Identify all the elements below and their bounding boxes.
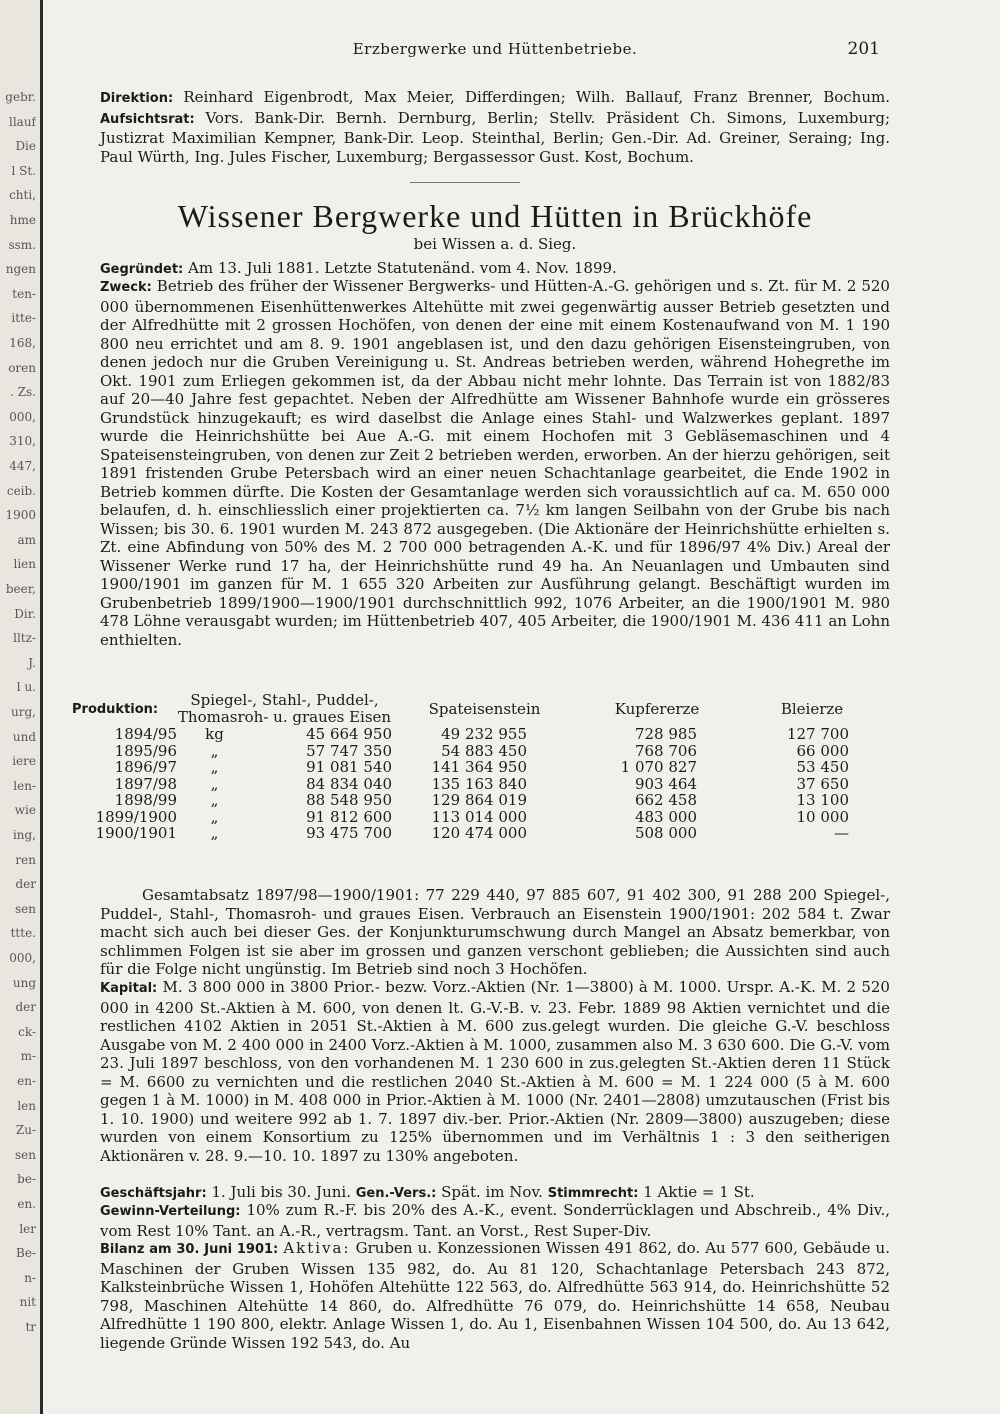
gutter-fragment: ck- bbox=[18, 1025, 36, 1039]
aufsichtsrat-label: Aufsichtsrat: bbox=[100, 111, 195, 127]
gutter-fragment: m- bbox=[20, 1049, 36, 1063]
gutter-fragment: ngen bbox=[5, 262, 36, 276]
gutter-fragment: J. bbox=[28, 656, 36, 670]
zweck-section bbox=[100, 277, 890, 649]
gutter-fragment: Be- bbox=[16, 1246, 36, 1260]
gutter-fragment: Zu- bbox=[15, 1123, 36, 1137]
unit-cell: „ bbox=[210, 758, 219, 776]
gutter-fragment: chti, bbox=[9, 188, 36, 202]
bleierze-cell: 13 100 bbox=[796, 791, 849, 809]
gutter-fragment: ttte. bbox=[10, 926, 36, 940]
geschaeftsjahr-label: Geschäftsjahr: bbox=[100, 1186, 207, 1201]
running-head bbox=[100, 40, 890, 60]
eisen-cell: 91 812 600 bbox=[306, 807, 392, 826]
stimmrecht-text: 1 Aktie = 1 St. bbox=[643, 1183, 755, 1201]
gutter-fragment: ssm. bbox=[8, 238, 36, 252]
year-cell: 1898/99 bbox=[114, 791, 177, 809]
produktion-label: Produktion: bbox=[72, 701, 159, 717]
gutter-fragment: en. bbox=[17, 1197, 36, 1211]
eisen-cell: 88 548 950 bbox=[306, 791, 392, 809]
bleierze-cell: — bbox=[834, 824, 849, 842]
produktion-row bbox=[72, 776, 887, 793]
gutter-fragment: len bbox=[17, 1099, 36, 1113]
gutter-fragment: sen bbox=[15, 1148, 36, 1162]
company-subtitle: bei Wissen a. d. Sieg. bbox=[413, 235, 577, 253]
kupfererze-cell: 728 985 bbox=[634, 725, 697, 743]
gen-vers-text: Spät. im Nov. bbox=[441, 1183, 543, 1201]
bleierze-cell: 66 000 bbox=[796, 741, 849, 760]
year-cell: 1899/1900 bbox=[95, 807, 177, 826]
gutter-fragment: nit bbox=[19, 1295, 36, 1309]
bleierze-cell: 53 450 bbox=[796, 758, 849, 776]
kapital-text: M. 3 800 000 in 3800 Prior.- bezw. Vorz.-Aktien (Nr. 1—3800) à M. 1000. Urspr. A.-K. M. 2 520 000 in 4200 St.-Aktien à M. 600, von denen lt. G.-V.-B. v. 23. Febr. 1889 98 Aktien vernichtet und die restlichen 4102 Aktien in 2051 St.-Aktien à M. 600 zus.gelegt wurden. Die gleiche G.-V. beschloss Ausgabe von M. 2 400 000 in 2400 Vorz.-Aktien à M. 1000, zusammen also M. 3 630 600. Die G.-V. vom 23. Juli 1897 beschloss, von den vorhandenen M. 1 230 600 in zus.gelegten St.-Aktien deren 11 Stück = M. 6600 zu vernichten und die restlichen 2040 St.-Aktien à M. 600 = M. 1 224 000 (5 à M. 600 gegen 1 à M. 1000) in M. 408 000 in Prior.-Aktien à M. 1000 (Nr. 2401—2808) umzutauschen (Frist bis 1. 10. 1900) und weitere 992 ab 1. 7. 1897 div.-ber. Prior.-Aktien (Nr. 2809—3800) auszugeben; diese wurden von einem Konsortium zu 125% übernommen und im Verhältnis 1 : 3 den seitherigen Aktionären v. 28. 9.—10. 10. 1897 zu 130% angeboten. bbox=[100, 978, 890, 1165]
unit-cell: „ bbox=[210, 774, 219, 793]
gutter-fragment: der bbox=[15, 877, 36, 891]
bleierze-cell: 127 700 bbox=[786, 725, 849, 743]
col-kupfererze-header: Kupfererze bbox=[614, 699, 700, 718]
gesamtabsatz-section bbox=[100, 886, 890, 979]
kupfererze-cell: 483 000 bbox=[634, 807, 697, 826]
gutter-fragment: lien bbox=[13, 557, 36, 571]
geschaeftsjahr-text: 1. Juli bis 30. Juni. bbox=[211, 1183, 351, 1201]
unit-cell: kg bbox=[205, 725, 224, 743]
produktion-row bbox=[72, 825, 887, 842]
eisen-cell: 91 081 540 bbox=[306, 758, 392, 776]
gutter-fragment: ler bbox=[19, 1222, 36, 1236]
gutter-fragment: am bbox=[17, 533, 36, 547]
zweck-label: Zweck: bbox=[100, 280, 152, 295]
spateisenstein-cell: 120 474 000 bbox=[431, 824, 527, 842]
gutter-fragment: 310, bbox=[9, 434, 36, 448]
gutter-fragment: en- bbox=[17, 1074, 36, 1088]
produktion-row bbox=[72, 726, 887, 743]
company-title: Wissener Bergwerke und Hütten in Brückhöfe bbox=[177, 198, 813, 234]
kupfererze-cell: 662 458 bbox=[634, 791, 697, 809]
gutter-fragment: ren bbox=[15, 853, 36, 867]
spateisenstein-cell: 135 163 840 bbox=[431, 774, 527, 793]
gutter-fragment: lltz- bbox=[13, 631, 36, 645]
gutter-fragment: 000, bbox=[9, 951, 36, 965]
produktion-row bbox=[72, 792, 887, 809]
gutter-fragment: len- bbox=[13, 779, 36, 793]
unit-cell: „ bbox=[210, 824, 219, 842]
col-eisen-header: Spiegel-, Stahl-, Puddel-, Thomasroh- u. graues Eisen bbox=[177, 691, 392, 726]
year-cell: 1895/96 bbox=[114, 741, 177, 760]
gutter-fragment: sen bbox=[15, 902, 36, 916]
eisen-cell: 45 664 950 bbox=[306, 725, 392, 743]
gutter-fragment: 000, bbox=[9, 410, 36, 424]
gutter-fragment: und bbox=[12, 730, 36, 744]
previous-entry-board bbox=[100, 88, 890, 166]
gutter-fragment: ceib. bbox=[6, 484, 36, 498]
produktion-table bbox=[72, 692, 887, 842]
col-spateisenstein-header: Spateisenstein bbox=[428, 699, 541, 718]
year-cell: 1897/98 bbox=[114, 774, 177, 793]
gutter-fragment: urg, bbox=[11, 705, 36, 719]
gewinn-verteilung-text: 10% zum R.-F. bis 20% des A.-K., event. Sonderrücklagen und Abschreib., 4% Div., vom Rest 10% Tant. an A.-R., vertragsm. Tant. an Vorst., Rest Super-Div. bbox=[100, 1201, 890, 1240]
kupfererze-cell: 903 464 bbox=[634, 774, 697, 793]
gutter-fragment: gebr. bbox=[5, 90, 36, 104]
gutter-fragment: 168, bbox=[9, 336, 36, 350]
gutter-fragment: itte- bbox=[11, 311, 36, 325]
gegruendet-text: Am 13. Juli 1881. Letzte Statutenänd. vom 4. Nov. 1899. bbox=[188, 259, 617, 277]
kupfererze-cell: 1 070 827 bbox=[620, 758, 697, 776]
year-cell: 1894/95 bbox=[114, 725, 177, 743]
gegruendet-label: Gegründet: bbox=[100, 262, 184, 277]
eisen-cell: 57 747 350 bbox=[306, 741, 392, 760]
gewinn-verteilung-label: Gewinn-Verteilung: bbox=[100, 1204, 241, 1219]
kapital-section bbox=[100, 978, 890, 1165]
spateisenstein-cell: 49 232 955 bbox=[441, 725, 527, 743]
bilanz-text: Gruben u. Konzessionen Wissen 491 862, do. Au 577 600, Gebäude u. Maschinen der Gruben Wissen 135 982, do. Au 81 120, Schachtanlage Petersbach 243 872, Kalksteinbrüche Wissen 1, Hohöfen Altehütte 122 563, do. Alfredhütte 563 914, do. Heinrichshütte 52 798, Maschinen Altehütte 14 860, do. Alfredhütte 76 079, do. Heinrichshütte 14 658, Neubau Alfredhütte 1 190 800, elektr. Anlage Wissen 1, do. Au 1, Eisenbahnen Wissen 104 500, do. Au 13 642, liegende Gründe Wissen 192 543, do. Au bbox=[100, 1239, 890, 1352]
gutter-fragment: Die bbox=[15, 139, 36, 153]
spateisenstein-cell: 54 883 450 bbox=[441, 741, 527, 760]
spateisenstein-cell: 113 014 000 bbox=[431, 807, 527, 826]
spateisenstein-cell: 141 364 950 bbox=[431, 758, 527, 776]
gutter-fragment: tr bbox=[25, 1320, 36, 1334]
year-cell: 1900/1901 bbox=[95, 824, 177, 842]
produktion-section bbox=[72, 692, 892, 842]
gutter-fragment: 447, bbox=[9, 459, 36, 473]
eisen-cell: 84 834 040 bbox=[306, 774, 392, 793]
gutter-fragment: l St. bbox=[11, 164, 36, 178]
col-bleierze-header: Bleierze bbox=[780, 699, 844, 718]
kupfererze-cell: 768 706 bbox=[634, 741, 697, 760]
unit-cell: „ bbox=[210, 791, 219, 809]
unit-cell: „ bbox=[210, 741, 219, 760]
bleierze-cell: 37 650 bbox=[796, 774, 849, 793]
stimmrecht-label: Stimmrecht: bbox=[547, 1186, 639, 1201]
bilanz-label: Bilanz am 30. Juni 1901: bbox=[100, 1242, 279, 1257]
direktion-label: Direktion: bbox=[100, 91, 174, 106]
gutter-fragment: wie bbox=[14, 803, 36, 817]
gutter-fragment: beer, bbox=[5, 582, 36, 596]
gutter-fragment: ung bbox=[12, 976, 36, 990]
gutter-fragment: iere bbox=[12, 754, 36, 768]
bilanz-section bbox=[100, 1239, 890, 1352]
gutter-fragment: . Zs. bbox=[10, 385, 36, 399]
produktion-row bbox=[72, 759, 887, 776]
kapital-label: Kapital: bbox=[100, 981, 158, 996]
bleierze-cell: 10 000 bbox=[796, 807, 849, 826]
aufsichtsrat-text: Vors. Bank-Dir. Bernh. Dernburg, Berlin; Stellv. Präsident Ch. Simons, Luxemburg; Justizrat Maximilian Kempner, Bank-Dir. Leop. Steinthal, Berlin; Gen.-Dir. Ad. Greiner, Seraing; Ing. Paul Würth, Ing. Jules Fischer, Luxemburg; Bergassessor Gust. Kost, Bochum. bbox=[100, 108, 890, 166]
gutter-fragment: ing, bbox=[12, 828, 36, 842]
running-title: Erzbergwerke und Hüttenbetriebe. bbox=[352, 40, 638, 58]
gutter-fragment: hme bbox=[9, 213, 36, 227]
gutter-fragment: n- bbox=[24, 1271, 36, 1285]
gutter-fragment: be- bbox=[17, 1172, 36, 1186]
gutter-fragment: der bbox=[15, 1000, 36, 1014]
gutter-fragment: ten- bbox=[12, 287, 36, 301]
direktion-text: Reinhard Eigenbrodt, Max Meier, Differdingen; Wilh. Ballauf, Franz Brenner, Bochum. bbox=[183, 88, 890, 106]
gesamtabsatz-text: Gesamtabsatz 1897/98—1900/1901: 77 229 440, 97 885 607, 91 402 300, 91 288 200 Spiegel-, Puddel-, Stahl-, Thomasroh- und graues Eisen. Verbrauch an Eisenstein 1900/1901: 202 584 t. Zwar macht sich auch bei dieser Ges. der Konjunkturumschwung durch Mangel an Absatz bemerkbar, von schlimmen Folgen ist sie aber im grossen und ganzen verschont geblieben; die Aussichten sind auch für die Folge nicht ungünstig. Im Betrieb sind noch 3 Hochöfen. bbox=[100, 886, 890, 978]
page-number: 201 bbox=[847, 39, 880, 59]
produktion-row bbox=[72, 809, 887, 826]
gutter-fragment: oren bbox=[8, 361, 36, 375]
gutter-fragment: Dir. bbox=[14, 607, 36, 621]
year-cell: 1896/97 bbox=[114, 758, 177, 776]
gutter-fragment: 1900 bbox=[5, 508, 36, 522]
eisen-cell: 93 475 700 bbox=[306, 824, 392, 842]
kupfererze-cell: 508 000 bbox=[634, 824, 697, 842]
gewinn-verteilung-section bbox=[100, 1201, 890, 1240]
gen-vers-label: Gen.-Vers.: bbox=[355, 1186, 437, 1201]
section-divider bbox=[410, 182, 520, 183]
produktion-row bbox=[72, 743, 887, 760]
gutter-fragment: llauf bbox=[9, 115, 36, 129]
produktion-header-row bbox=[72, 692, 887, 726]
spateisenstein-cell: 129 864 019 bbox=[431, 791, 527, 809]
unit-cell: „ bbox=[210, 807, 219, 826]
left-margin-strip bbox=[0, 0, 43, 1414]
gutter-fragment: l u. bbox=[16, 680, 36, 694]
zweck-text: Betrieb des früher der Wissener Bergwerks- und Hütten-A.-G. gehörigen und s. Zt. für M. 2 520 000 übernommenen Eisenhüttenwerkes Altehütte mit zwei gegenwärtig ausser Betrieb gesetzten und der Alfredhütte mit 2 grossen Hochöfen, von denen der eine mit einem Kostenaufwand von M. 1 190 800 neu errichtet und am 8. 9. 1901 angeblasen ist, und den dazu gehörigen Eisensteingruben, von denen jedoch nur die Gruben Vereinigung u. St. Andreas betrieben werden, während Hohegrethe im Okt. 1901 zum Erliegen gekommen ist, da der Abbau nicht mehr lohnte. Das Terrain ist von 1882/83 auf 20—40 Jahre fest gepachtet. Neben der Alfredhütte am Wissener Bahnhofe wurde ein grösseres Grundstück hinzugekauft; es wird daselbst die Anlage eines Stahl- und Walzwerkes geplant. 1897 wurde die Heinrichshütte bei Aue A.-G. mit einem Hochofen mit 3 Gebläsemaschinen und 4 Spateisensteingruben, von denen zur Zeit 2 betrieben werden, erworben. An der hierzu gehörigen, seit 1891 fristenden Grube Petersbach wird an einer neuen Schachtanlage gearbeitet, die Ende 1902 in Betrieb kommen dürfte. Die Kosten der Gesamtanlage werden sich voraussichtlich auf ca. M. 650 000 belaufen, d. h. einschliesslich einer projektierten ca. 7½ km langen Seilbahn von der Grube bis nach Wissen; bis 30. 6. 1901 wurden M. 243 872 ausgegeben. (Die Aktionäre der Heinrichshütte erhielten s. Zt. eine Abfindung von 50% des M. 2 700 000 betragenden A.-K. und für 1896/97 4% Div.) Areal der Wissener Werke rund 17 ha, der Heinrichshütte rund 49 ha. An Neuanlagen und Umbauten sind 1900/1901 im ganzen für M. 1 655 320 Arbeiten zur Ausführung gelangt. Beschäftigt wurden im Grubenbetrieb 1899/1900—1900/1901 durchschnittlich 992, 1076 Arbeiter, an die 1900/1901 M. 980 478 Löhne verausgabt wurden; im Hüttenbetrieb 407, 405 Arbeiter, die 1900/1901 M. 436 411 an Lohn enthielten. bbox=[100, 277, 890, 649]
aktiva-label: Aktiva: bbox=[283, 1239, 351, 1257]
